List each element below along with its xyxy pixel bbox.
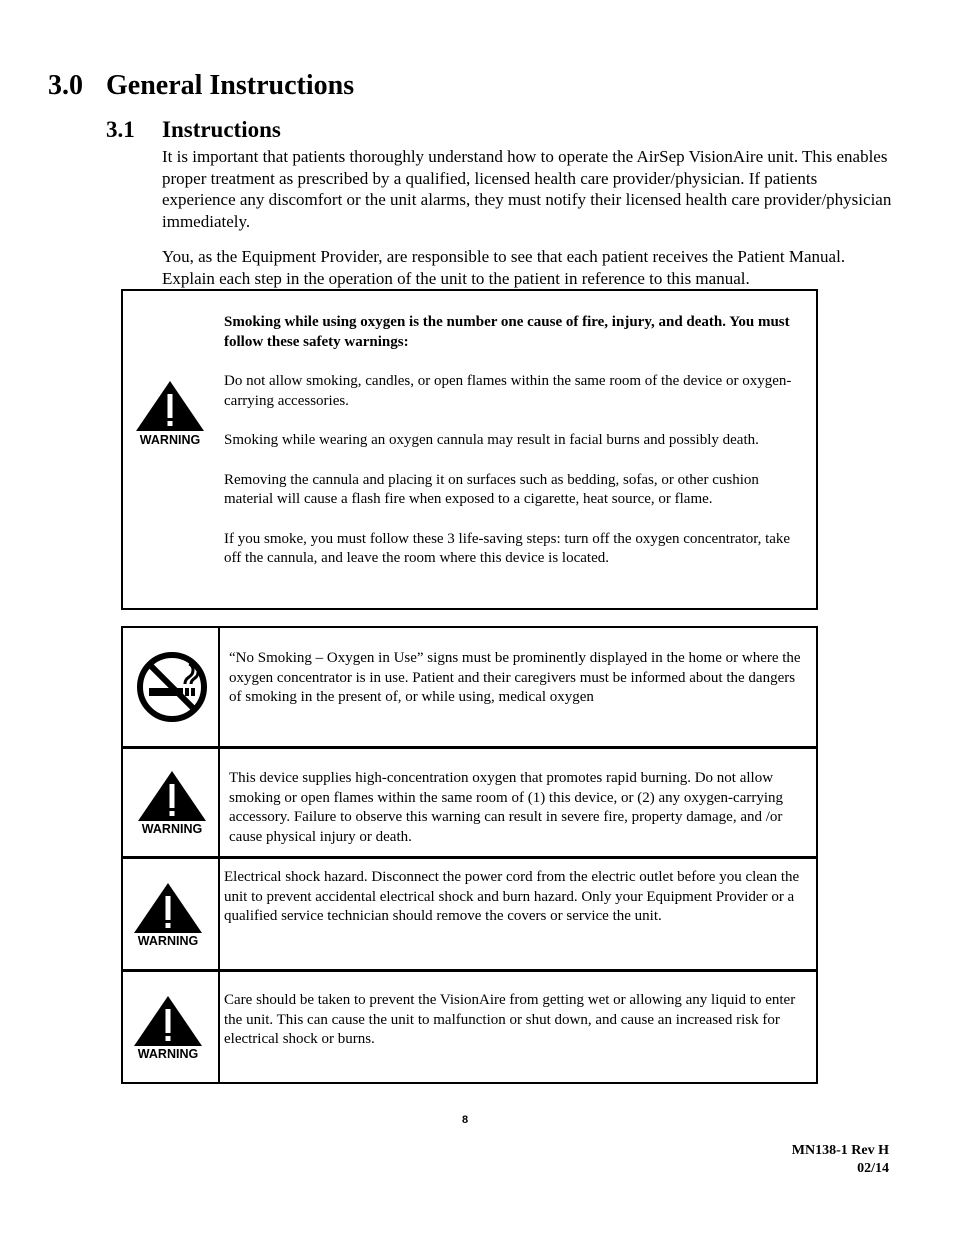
table-cell-text: [220, 749, 816, 856]
table-cell-text: [220, 628, 816, 746]
warning-text: [224, 313, 809, 569]
warning-icon-label: WARNING: [139, 433, 201, 447]
warning-icon-label: WARNING: [137, 934, 199, 948]
subsection-title: Instructions: [162, 117, 281, 142]
table-row: [123, 628, 816, 749]
document-id: MN138-1 Rev H: [791, 1143, 889, 1158]
safety-table: [121, 626, 818, 1084]
row-text: This device supplies high-concentration oxygen that promotes rapid burning. Do not allow smoking or open flames within the same room of (1) this device, or (2) any oxygen-carrying accessory. Failure to observe this warning can result in severe fire, property damage, and /or cause physical injury or death.: [229, 770, 784, 846]
warning-icon: [133, 379, 207, 447]
document-date: 02/14: [857, 1161, 889, 1176]
page-number: 8: [462, 1114, 469, 1126]
warning-icon: [131, 881, 205, 949]
table-row: [123, 749, 816, 859]
table-cell-icon: [123, 859, 220, 969]
warning-item: If you smoke, you must follow these 3 life-saving steps: turn off the oxygen concentrator, take off the cannula, and leave the room where this device is located.: [224, 530, 791, 567]
warning-lead: Smoking while using oxygen is the number one cause of fire, injury, and death. You must follow these safety warnings:: [224, 314, 790, 350]
table-cell-icon: [123, 749, 220, 856]
intro-paragraph: It is important that patients thoroughly understand how to operate the AirSep VisionAire unit. This enables proper treatment as prescribed by a qualified, licensed health care provider/physician. If patients experience any discomfort or the unit alarms, they must notify their licensed health care provider/physician immediately.: [162, 147, 892, 231]
warning-item: Smoking while wearing an oxygen cannula may result in facial burns and possibly death.: [224, 432, 759, 449]
table-row: [123, 972, 816, 1082]
row-text: “No Smoking – Oxygen in Use” signs must be prominently displayed in the home or where the oxygen concentrator is in use. Patient and their caregivers must be informed about the dangers of smoking in the present of, or while using, medical oxygen: [229, 650, 801, 706]
warning-icon-label: WARNING: [141, 822, 203, 836]
table-row: [123, 859, 816, 972]
warning-item: Do not allow smoking, candles, or open flames within the same room of the device or oxygen-carrying accessories.: [224, 373, 792, 409]
warning-icon: [135, 769, 209, 837]
provider-paragraph: You, as the Equipment Provider, are responsible to see that each patient receives the Patient Manual. Explain each step in the operation of the unit to the patient in reference to this manual.: [162, 247, 846, 288]
table-cell-text: [220, 859, 816, 969]
warning-icon-label: WARNING: [137, 1047, 199, 1061]
subsection-number: 3.1: [106, 117, 135, 142]
table-cell-icon: [123, 628, 220, 746]
no-smoking-icon: [135, 650, 209, 724]
document-id-block: [792, 1142, 889, 1178]
warning-item: Removing the cannula and placing it on surfaces such as bedding, sofas, or other cushion material will cause a flash fire when exposed to a cigarette, heat source, or flame.: [224, 471, 759, 508]
subsection-heading: [106, 117, 281, 143]
warning-icon: [131, 994, 205, 1062]
row-text: Care should be taken to prevent the VisionAire from getting wet or allowing any liquid to enter the unit. This can cause the unit to malfunction or shut down, and cause an increased risk for electrical shock or burns.: [224, 992, 796, 1048]
smoking-warning-box: [121, 289, 818, 610]
table-cell-icon: [123, 972, 220, 1082]
section-heading: [48, 70, 354, 102]
table-cell-text: [220, 972, 816, 1082]
section-number: 3.0: [48, 70, 83, 101]
section-title: General Instructions: [106, 70, 355, 101]
row-text: Electrical shock hazard. Disconnect the power cord from the electric outlet before you clean the unit to prevent accidental electrical shock and burn hazard. Only your Equipment Provider or a qualified service technician should remove the covers or service the unit.: [224, 869, 800, 925]
